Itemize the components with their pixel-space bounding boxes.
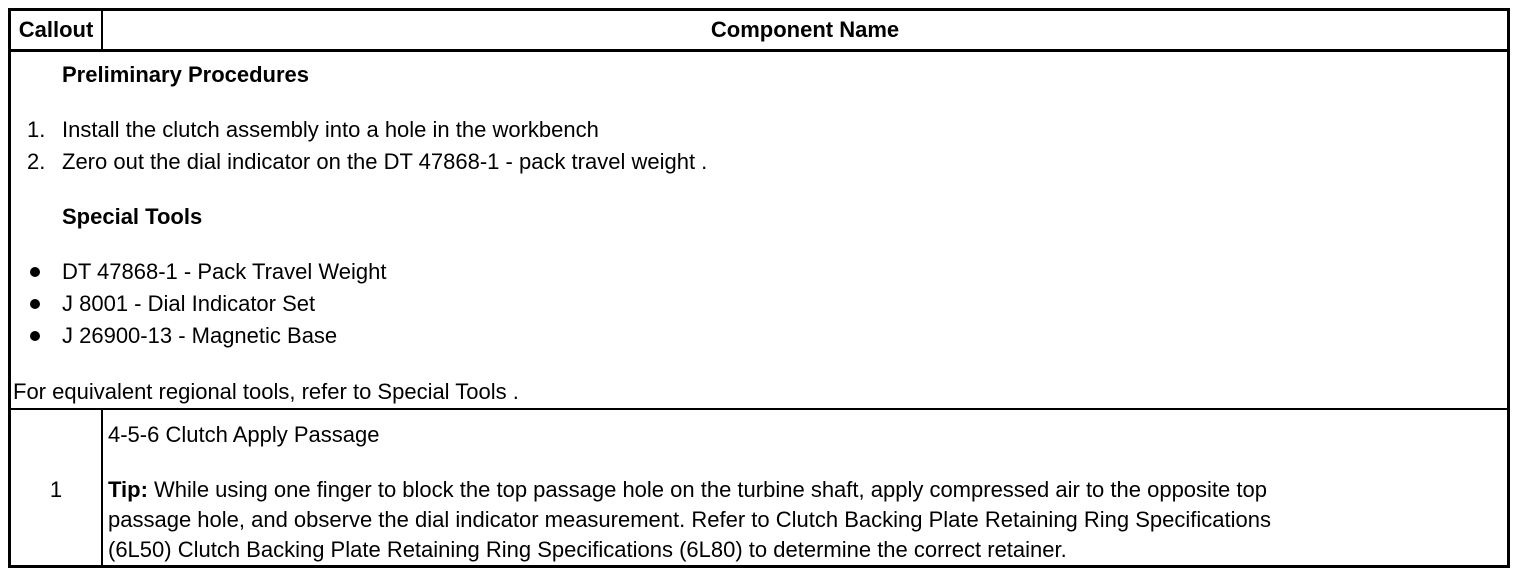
tip-text: (6L50) Clutch Backing Plate Retaining Ring Specifications (6L80) to determine the correct retainer. xyxy=(108,537,1067,562)
callout-number: 1 xyxy=(49,477,63,502)
regional-tools-note: For equivalent regional tools, refer to Special Tools . xyxy=(13,379,519,404)
component-name: 4-5-6 Clutch Apply Passage xyxy=(108,422,380,447)
preliminary-procedures-heading: Preliminary Procedures xyxy=(62,62,310,87)
step-number: 2. xyxy=(27,149,46,174)
tool-item: J 8001 - Dial Indicator Set xyxy=(62,291,316,316)
bullet-icon xyxy=(30,299,40,309)
special-tools-heading: Special Tools xyxy=(62,204,203,229)
table-header xyxy=(11,11,1507,52)
tip-text: passage hole, and observe the dial indicator measurement. Refer to Clutch Backing Plate Retaining Ring Specifications xyxy=(108,507,1271,532)
tool-item: DT 47868-1 - Pack Travel Weight xyxy=(62,259,387,284)
component-name-column-header: Component Name xyxy=(710,17,900,42)
step-text: Install the clutch assembly into a hole in the workbench xyxy=(62,117,599,142)
tip-label: Tip: xyxy=(108,477,148,502)
bullet-icon xyxy=(30,267,40,277)
step-number: 1. xyxy=(27,117,46,142)
component-table xyxy=(8,8,1510,568)
step-text: Zero out the dial indicator on the DT 47868-1 - pack travel weight . xyxy=(62,149,708,174)
column-divider xyxy=(101,410,103,565)
callout-column-header: Callout xyxy=(11,11,103,49)
bullet-icon xyxy=(30,331,40,341)
row-divider xyxy=(11,408,1507,410)
tool-item: J 26900-13 - Magnetic Base xyxy=(62,323,338,348)
tip-text: While using one finger to block the top passage hole on the turbine shaft, apply compressed air to the opposite top xyxy=(154,477,1267,502)
tip-line xyxy=(108,477,1267,503)
